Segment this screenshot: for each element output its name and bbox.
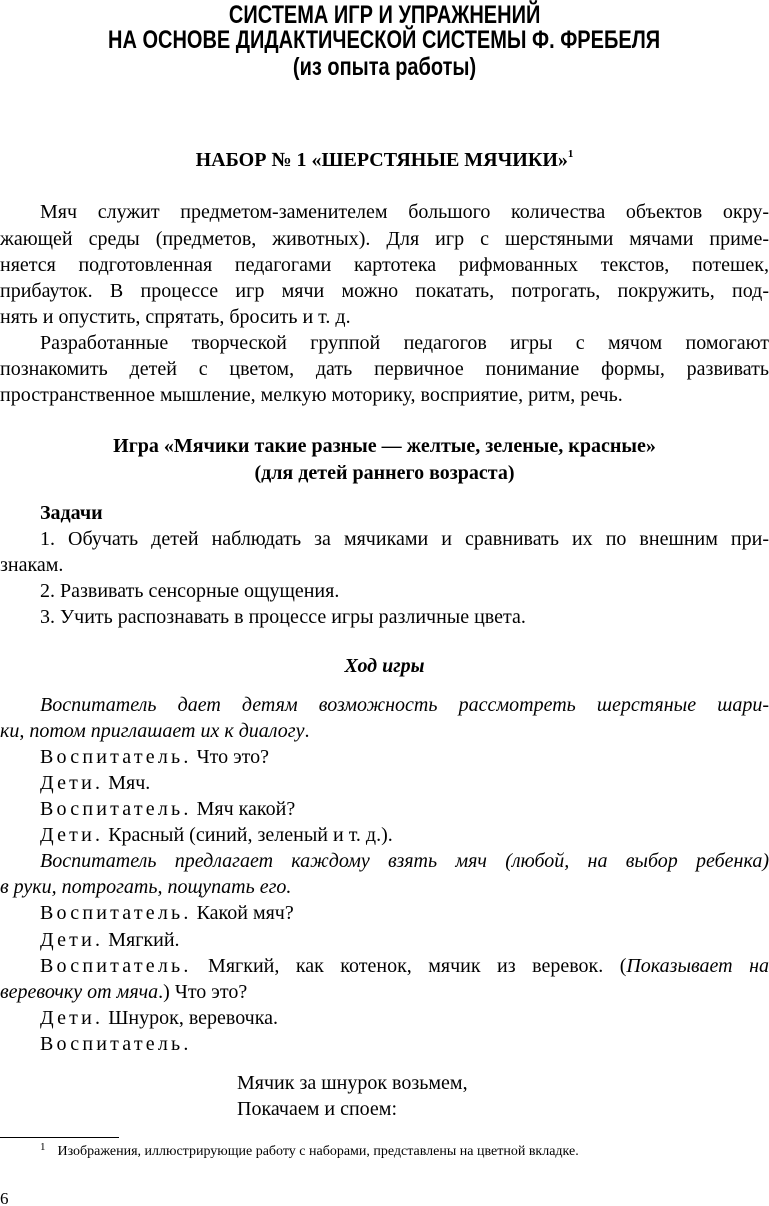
text-segment: Мяч какой? <box>191 798 296 820</box>
text-segment: знакам. <box>0 554 64 576</box>
text-segment: 2. Развивать сенсорные ощущения. <box>40 580 340 602</box>
text-line <box>0 552 769 578</box>
text-line <box>0 304 769 330</box>
text-segment: Покачаем и споем: <box>237 1098 398 1120</box>
text-segment: Воспитатель дает детям возможность рассмотреть шерстяные шари- <box>40 694 769 716</box>
speaker-label: Воспитатель. <box>40 798 192 820</box>
footnote-text: Изображения, иллюстрирующие работу с наборами, представлены на цветной вкладке. <box>57 1144 579 1159</box>
footnote-mark: 1 <box>40 1141 46 1153</box>
text-segment: Что это? <box>191 746 270 768</box>
text-segment: Мячик за шнурок возьмем, <box>237 1072 468 1094</box>
text-line <box>0 770 769 796</box>
text-segment: 3. Учить распознавать в процессе игры различные цвета. <box>40 606 526 628</box>
text-segment: Разработанные творческой группой педагогов игры с мячом помогают <box>40 332 769 354</box>
speaker-label: Дети. <box>40 1007 104 1029</box>
text-line <box>0 927 769 953</box>
title-text: НА ОСНОВЕ ДИДАКТИЧЕСКОЙ СИСТЕМЫ Ф. ФРЕБЕЛЯ <box>108 26 661 54</box>
text-line <box>0 356 769 382</box>
title-line-3 <box>0 54 769 80</box>
text-line <box>0 900 769 926</box>
text-segment: Мяч служит предметом-заменителем большого количества объектов окру- <box>40 201 769 223</box>
footnote <box>40 1140 579 1164</box>
text-segment: Игра «Мячики такие разные — желтые, зеленые, красные» <box>113 435 656 457</box>
footnote-divider <box>0 1137 119 1138</box>
text-line <box>0 874 769 900</box>
text-segment: ки, потом приглашает их к диалогу <box>0 720 305 742</box>
text-segment: Какой мяч? <box>191 902 294 924</box>
text-segment: .) Что это? <box>158 981 248 1003</box>
text-line <box>0 500 769 526</box>
text-line <box>0 226 769 252</box>
text-segment: познакомить детей с цветом, дать первичное понимание формы, развивать <box>0 358 769 380</box>
text-segment: Задачи <box>40 502 103 524</box>
text-line <box>0 848 769 874</box>
text-line <box>0 744 769 770</box>
text-line <box>0 578 769 604</box>
text-line <box>0 1031 769 1057</box>
text-segment: нять и опустить, спрятать, бросить и т. д. <box>0 306 351 328</box>
text-segment: (для детей раннего возраста) <box>254 462 515 484</box>
text-line <box>0 1005 769 1031</box>
text-segment: Шнурок, веревочка. <box>103 1007 279 1029</box>
text-segment: прибауток. В процессе игр мячи можно покатать, потрогать, покружить, под- <box>0 280 769 302</box>
text-segment: веревочку от мяча <box>0 981 159 1003</box>
speaker-label: Воспитатель. <box>40 955 192 977</box>
text-line <box>0 278 769 304</box>
speaker-label: Воспитатель. <box>40 902 192 924</box>
text-line <box>0 252 769 278</box>
text-segment: Показывает на <box>626 955 769 977</box>
text-line <box>0 382 769 408</box>
title-line-1 <box>0 2 769 28</box>
text-segment: 1. Обучать детей наблюдать за мячиками и сравнивать их по внешним при- <box>40 528 769 550</box>
text-segment: Мягкий, как котенок, мячик из веревок. ( <box>191 955 627 977</box>
text-line <box>0 330 769 356</box>
title-text: (из опыта работы) <box>292 53 477 81</box>
text-line <box>0 526 769 552</box>
text-segment: жающей среды (предметов, животных). Для игр с шерстяными мячами приме- <box>0 228 769 250</box>
text-line <box>0 718 769 744</box>
text-line <box>0 796 769 822</box>
text-line <box>0 692 769 718</box>
text-line <box>0 460 769 486</box>
speaker-label: Дети. <box>40 929 104 951</box>
speaker-label: Воспитатель. <box>40 746 192 768</box>
text-segment: в руки, потрогать, пощупать его. <box>0 876 292 898</box>
title-text: СИСТЕМА ИГР И УПРАЖНЕНИЙ <box>228 1 541 29</box>
text-segment: Ход игры <box>344 655 425 677</box>
text-line <box>0 1070 769 1096</box>
text-segment: . <box>304 720 310 742</box>
text-line <box>0 1096 769 1122</box>
text-line <box>0 433 769 459</box>
text-line <box>0 604 769 630</box>
text-segment: Мяч. <box>103 772 151 794</box>
speaker-label: Дети. <box>40 824 104 846</box>
speaker-label: Воспитатель. <box>40 1033 192 1055</box>
text-line <box>0 953 769 979</box>
text-line <box>0 822 769 848</box>
text-line <box>0 979 769 1005</box>
text-segment: Красный (синий, зеленый и т. д.). <box>103 824 393 846</box>
text-segment: няется подготовленная педагогами картотека рифмованных текстов, потешек, <box>0 254 769 276</box>
text-segment: Воспитатель предлагает каждому взять мяч (любой, на выбор ребенка) <box>40 850 769 872</box>
page-number: 6 <box>0 1189 9 1206</box>
speaker-label: Дети. <box>40 772 104 794</box>
text-segment: пространственное мышление, мелкую моторику, восприятие, ритм, речь. <box>0 384 623 406</box>
text-segment: Мягкий. <box>103 929 180 951</box>
text-line <box>0 653 769 679</box>
footnote-reference[interactable]: 1 <box>567 148 574 160</box>
title-line-2 <box>0 27 769 53</box>
text-line <box>0 199 769 225</box>
section-heading <box>0 147 769 173</box>
section-heading-text: НАБОР № 1 «ШЕРСТЯНЫЕ МЯЧИКИ» <box>195 149 568 171</box>
